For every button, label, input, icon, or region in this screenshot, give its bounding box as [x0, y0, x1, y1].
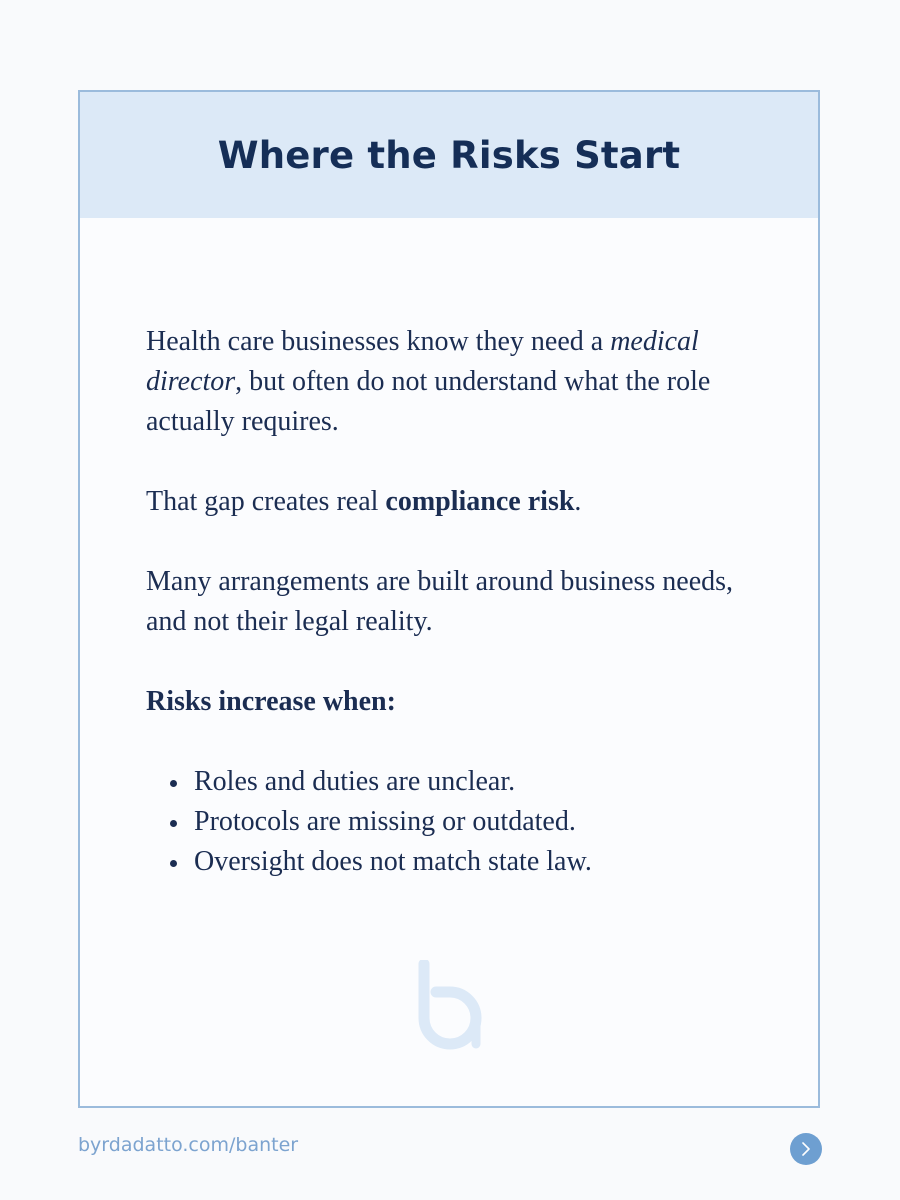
intro-text-end: , but often do not understand what the role actually requires. — [146, 366, 711, 437]
card-title: Where the Risks Start — [217, 133, 681, 177]
intro-paragraph — [146, 322, 756, 442]
chevron-right-icon — [799, 1141, 813, 1157]
arrangements-paragraph: Many arrangements are built around business needs, and not their legal reality. — [146, 566, 734, 637]
risk-item: Roles and duties are unclear. — [168, 762, 756, 802]
card-header — [80, 92, 818, 218]
gap-paragraph — [146, 482, 756, 522]
intro-emphasis: medical director — [146, 326, 699, 397]
risks-list — [146, 762, 756, 882]
brand-logo-icon — [416, 960, 488, 1060]
footer-url-link[interactable]: byrdadatto.com/banter — [78, 1134, 299, 1156]
gap-strong: compliance risk — [385, 486, 575, 517]
risk-item: Protocols are missing or outdated. — [168, 802, 756, 842]
risks-heading: Risks increase when: — [146, 686, 396, 717]
risk-item: Oversight does not match state law. — [168, 842, 756, 882]
gap-text-end: . — [574, 486, 582, 517]
content-card — [78, 90, 820, 1108]
gap-text-start: That gap creates real — [146, 486, 386, 517]
intro-text-start: Health care businesses know they need a — [146, 326, 611, 357]
card-body — [146, 322, 756, 882]
next-slide-button[interactable] — [790, 1133, 822, 1165]
